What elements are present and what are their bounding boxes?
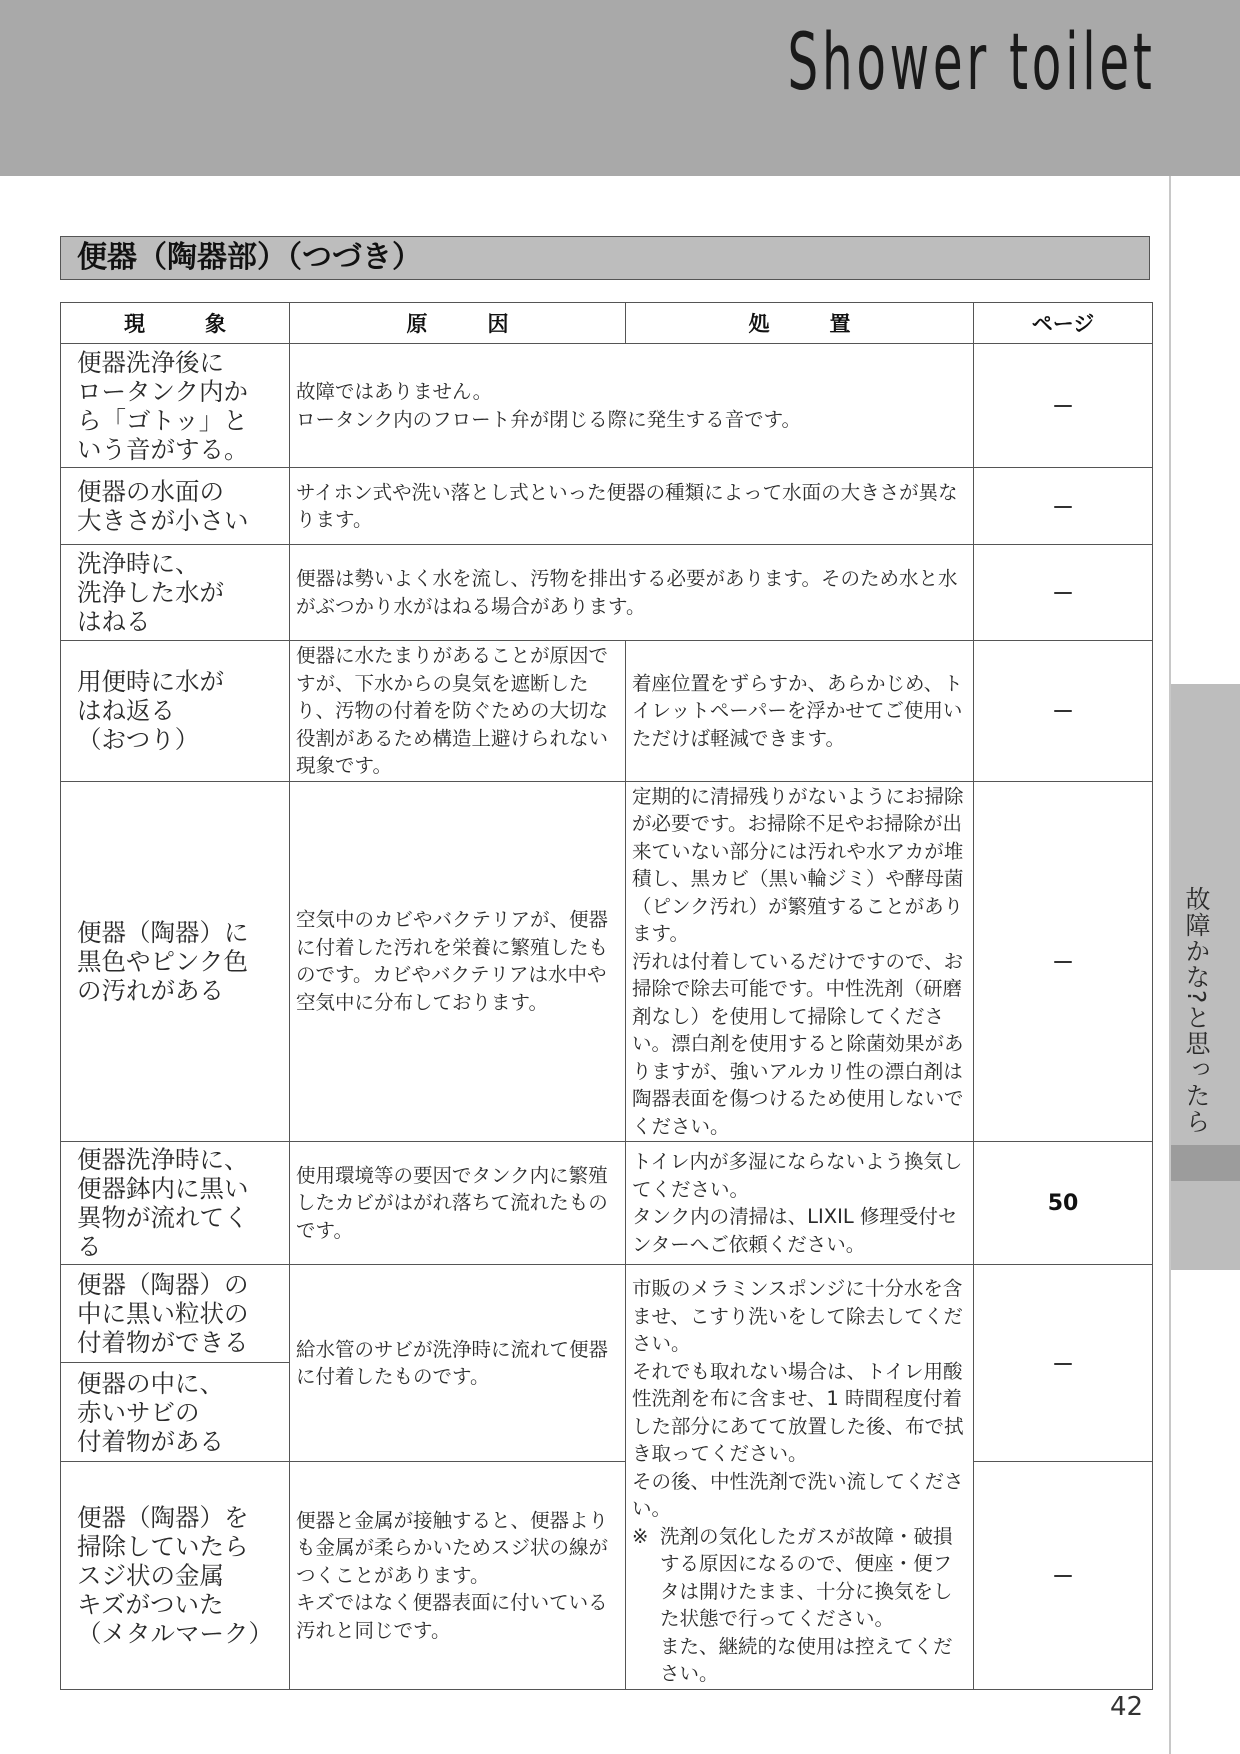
- phenomenon-cell: 便器の中に、 赤いサビの 付着物がある: [61, 1363, 290, 1462]
- page-cell: 50: [974, 1142, 1153, 1265]
- troubleshooting-table: [60, 302, 1153, 1690]
- cause-cell: 給水管のサビが洗浄時に流れて便器に付着したものです。: [290, 1265, 626, 1462]
- header-remedy: 処置: [626, 303, 974, 344]
- cause-cell: 空気中のカビやバクテリアが、便器に付着した汚れを栄養に繁殖したものです。カビやバクテリアは水中や空気中に分布しております。: [290, 781, 626, 1142]
- phenomenon-cell: 便器（陶器）に 黒色やピンク色 の汚れがある: [61, 781, 290, 1142]
- cause-cell: 便器に水たまりがあることが原因ですが、下水からの臭気を遮断したり、汚物の付着を防ぐための大切な役割があるため構造上避けられない現象です。: [290, 641, 626, 782]
- phenomenon-cell: 便器（陶器）の 中に黒い粒状の 付着物ができる: [61, 1265, 290, 1363]
- table-header-row: [61, 303, 1153, 344]
- shared-remedy-cell: [626, 1265, 974, 1690]
- page-cell: －: [974, 545, 1153, 641]
- shared-remedy-note: [632, 1523, 969, 1688]
- page-cell: －: [974, 344, 1153, 468]
- section-title: 便器（陶器部）（つづき）: [60, 236, 1150, 280]
- remedy-cell: 定期的に清掃残りがないようにお掃除が必要です。お掃除不足やお掃除が出来ていない部分には汚れや水アカが堆積し、黒カビ（黒い輪ジミ）や酵母菌（ピンク汚れ）が繁殖することがあります。 汚れは付着しているだけですので、お掃除で除去可能です。中性洗剤（研磨剤なし）を使用して掃除してください。漂白剤を使用すると除菌効果がありますが、強いアルカリ性の漂白剤は陶器表面を傷つけるため使用しないでください。: [626, 781, 974, 1142]
- note-text: 洗剤の気化したガスが故障・破損する原因になるので、便座・便フタは開けたまま、十分に換気をした状態で行ってください。 また、継続的な使用は控えてください。: [660, 1524, 953, 1685]
- page-cell: －: [974, 641, 1153, 782]
- brand-logo: Shower toilet: [788, 18, 1156, 108]
- cause-cell: 使用環境等の要因でタンク内に繁殖したカビがはがれ落ちて流れたものです。: [290, 1142, 626, 1265]
- phenomenon-cell: 便器洗浄後に ロータンク内か ら「ゴトッ」と いう音がする。: [61, 344, 290, 468]
- note-mark: ※: [632, 1524, 649, 1548]
- table-row: [61, 344, 1153, 468]
- page-cell: －: [974, 1462, 1153, 1689]
- page-cell: －: [974, 781, 1153, 1142]
- remedy-cell: トイレ内が多湿にならないよう換気してください。 タンク内の清掃は、LIXIL 修理受付センターへご依頼ください。: [626, 1142, 974, 1265]
- table-row: [61, 1142, 1153, 1265]
- cause-remedy-cell: サイホン式や洗い落とし式といった便器の種類によって水面の大きさが異なります。: [290, 468, 974, 545]
- cause-remedy-cell: 便器は勢いよく水を流し、汚物を排出する必要があります。そのため水と水がぶつかり水がはねる場合があります。: [290, 545, 974, 641]
- header-cause: 原因: [290, 303, 626, 344]
- table-row: [61, 468, 1153, 545]
- table-row: [61, 1462, 1153, 1689]
- phenomenon-cell: 用便時に水が はね返る （おつり）: [61, 641, 290, 782]
- phenomenon-cell: 便器（陶器）を 掃除していたら スジ状の金属 キズがついた （メタルマーク）: [61, 1462, 290, 1689]
- side-index-tab-marker: [1171, 1145, 1240, 1181]
- cause-cell: 便器と金属が接触すると、便器よりも金属が柔らかいためスジ状の線がつくことがあります。 キズではなく便器表面に付いている汚れと同じです。: [290, 1462, 626, 1689]
- header-phenomenon: 現象: [61, 303, 290, 344]
- page-cell: －: [974, 468, 1153, 545]
- table-row: [61, 545, 1153, 641]
- header-page: ページ: [974, 303, 1153, 344]
- remedy-cell: 着座位置をずらすか、あらかじめ、トイレットペーパーを浮かせてご使用いただけば軽減できます。: [626, 641, 974, 782]
- table-row: [61, 781, 1153, 1142]
- cause-remedy-cell: 故障ではありません。 ロータンク内のフロート弁が閉じる際に発生する音です。: [290, 344, 974, 468]
- side-index-label: 故障かな?と思ったら: [1182, 886, 1211, 1135]
- phenomenon-cell: 便器洗浄時に、 便器鉢内に黒い 異物が流れてく る: [61, 1142, 290, 1265]
- page-number: 42: [1110, 1692, 1144, 1722]
- phenomenon-cell: 便器の水面の 大きさが小さい: [61, 468, 290, 545]
- table-row: [61, 1265, 1153, 1363]
- table-row: [61, 641, 1153, 782]
- phenomenon-cell: 洗浄時に、 洗浄した水が はねる: [61, 545, 290, 641]
- shared-remedy-text: 市販のメラミンスポンジに十分水を含ませ、こすり洗いをして除去してください。 それでも取れない場合は、トイレ用酸性洗剤を布に含ませ、1 時間程度付着した部分にあてて放置した後、布で拭き取ってください。 その後、中性洗剤で洗い流してください。: [632, 1277, 964, 1520]
- page-cell: －: [974, 1265, 1153, 1462]
